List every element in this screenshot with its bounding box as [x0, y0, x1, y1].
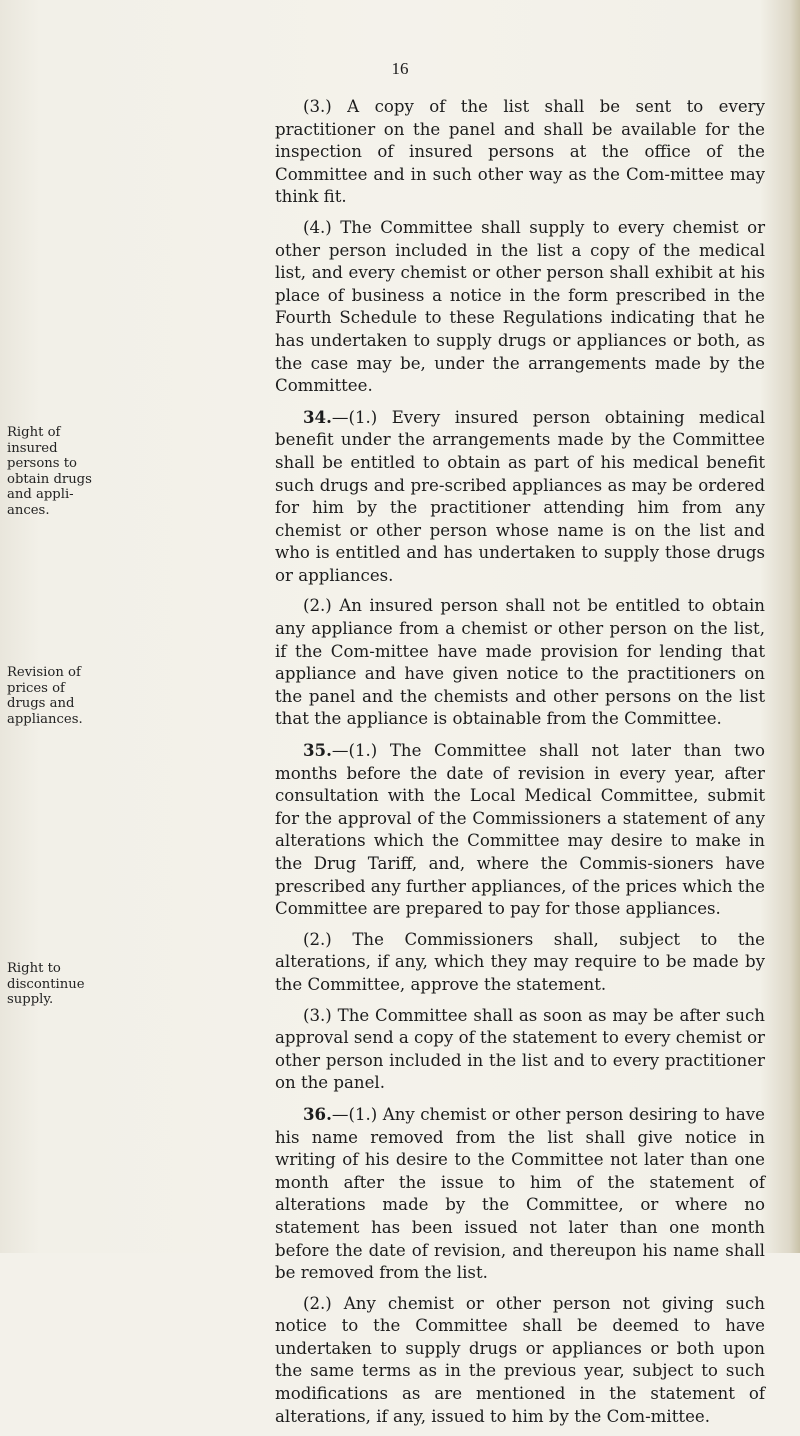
- paragraph-36-1-text: —(1.) Any chemist or other person desiring to have his name removed from the list shall give notice in writing of his desire to the Committee not later than one month after the issue to him of the statement of alterations made by the Committee, or where no statement has been issued not later than one month before the date of revision, and thereupon his name shall be removed from the list.: [275, 1104, 765, 1283]
- section-number-34: 34.: [303, 406, 332, 427]
- margin-note-right-to-discontinue: Right to discontinue supply.: [7, 961, 85, 1008]
- paragraph-33-4: (4.) The Committee shall supply to every chemist or other person included in the list a copy of the medical list, and every chemist or other person shall exhibit at his place of business a notice in the form prescribed in the Fourth Schedule to these Regulations indicating that he has undertaken to supply drugs or appliances or both, as the case may be, under the arrangements made by the Committee.: [275, 217, 765, 396]
- paragraph-34-1: [275, 406, 765, 588]
- page-number: 16: [391, 59, 409, 78]
- margin-note-revision-of-prices: Revision of prices of drugs and appliances.: [7, 665, 83, 727]
- section-number-36: 36.: [303, 1103, 332, 1124]
- section-number-35: 35.: [303, 740, 332, 761]
- document-body: [275, 96, 765, 1436]
- paragraph-33-3: (3.) A copy of the list shall be sent to every practitioner on the panel and shall be available for the inspection of insured persons at the office of the Committee and in such other way as the Com-mittee may think fit.: [275, 97, 765, 207]
- margin-note-right-to-obtain-drugs: Right of insured persons to obtain drugs and appli-ances.: [7, 425, 92, 518]
- paragraph-34-2: (2.) An insured person shall not be entitled to obtain any appliance from a chemist or other person on the list, if the Com-mittee have made provision for lending that appliance and have given notice to the practitioners on the panel and the chemists and other persons on the list that the appliance is obtainable from the Committee.: [275, 596, 765, 729]
- paragraph-35-1-text: —(1.) The Committee shall not later than two months before the date of revision in every year, after consultation with the Local Medical Committee, submit for the approval of the Commissioners a statement of any alterations which the Committee may desire to make in the Drug Tariff, and, where the Commis-sioners have prescribed any further appliances, of the prices which the Committee are prepared to pay for those appliances.: [275, 741, 765, 919]
- paragraph-35-3: (3.) The Committee shall as soon as may be after such approval send a copy of the statement to every chemist or other person included in the list and to every practitioner on the panel.: [275, 1005, 765, 1093]
- paragraph-34-1-text: —(1.) Every insured person obtaining medical benefit under the arrangements made by the Committee shall be entitled to obtain as part of his medical benefit such drugs and pre-scribed appliances as may be ordered for him by the practitioner attending him from any chemist or other person whose name is on the list and who is entitled and has undertaken to supply those drugs or appliances.: [275, 407, 765, 585]
- paragraph-36-1: [275, 1103, 765, 1285]
- paragraph-36-2: (2.) Any chemist or other person not giving such notice to the Committee shall be deemed to have undertaken to supply drugs or appliances or both upon the same terms as in the previous year, subject to such modifications as are mentioned in the statement of alterations, if any, issued to him by the Com-mittee.: [275, 1293, 765, 1426]
- paragraph-35-1: [275, 739, 765, 921]
- paragraph-35-2: (2.) The Commissioners shall, subject to the alterations, if any, which they may require to be made by the Committee, approve the statement.: [275, 929, 765, 994]
